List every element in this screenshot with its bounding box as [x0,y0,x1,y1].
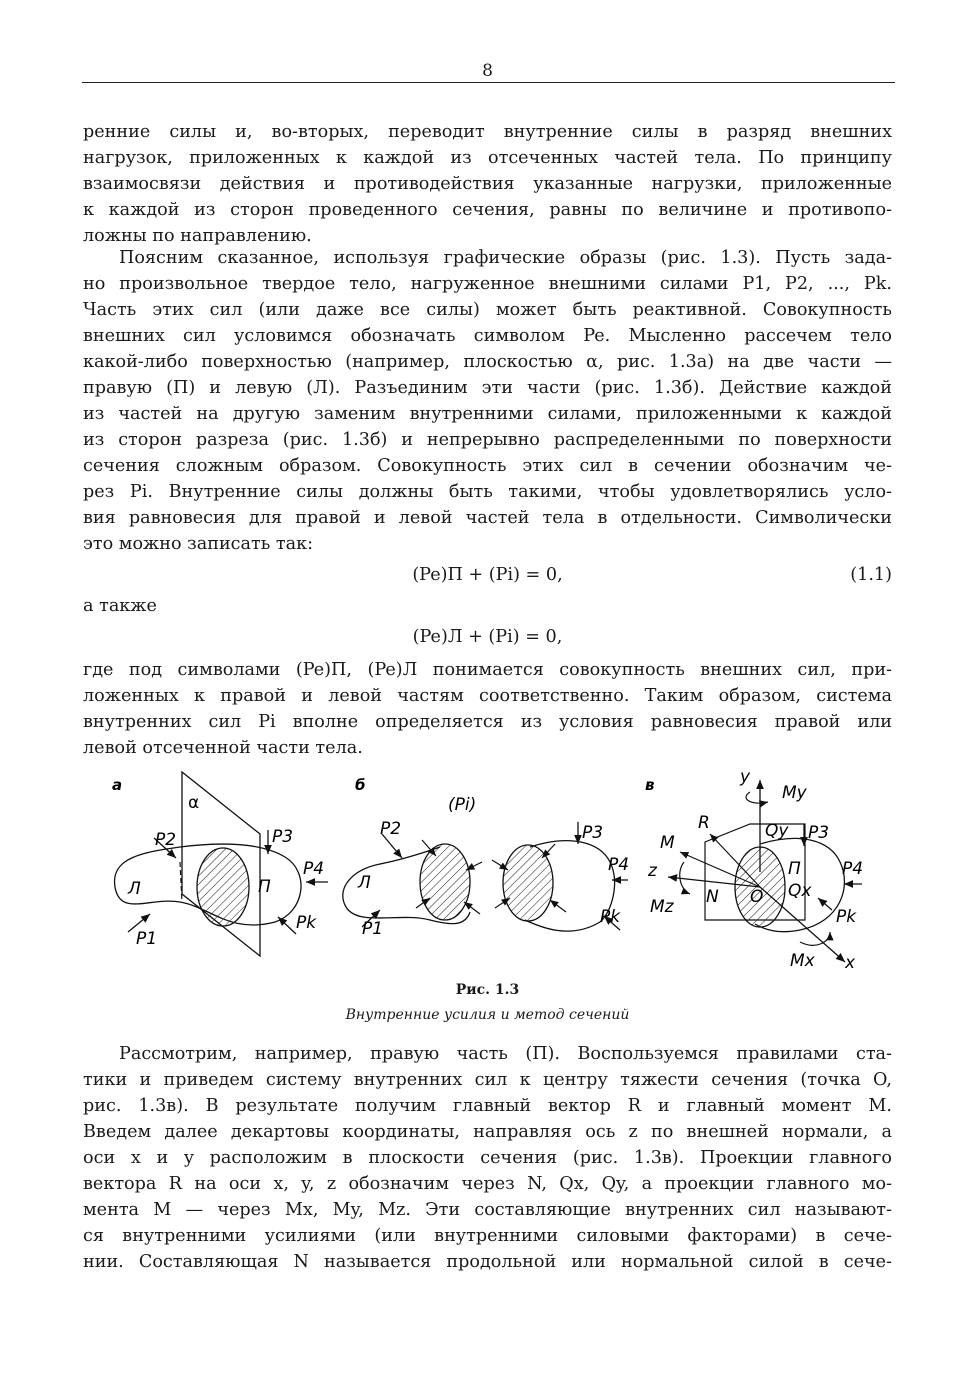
internal-forces-label: (Pi) [448,795,477,815]
panel-b-label: б [355,776,366,794]
figure-title: Рис. 1.3 [455,982,520,998]
also-text-label: а также [83,596,157,616]
force-pk-label-c: Pk [836,907,857,927]
text-line: Введем далее декартовы координаты, направляя ось z по внешней нормали, а [83,1122,892,1142]
section-b-right [503,845,553,921]
text-line: нии. Составляющая N называется продольной или нормальной силой в сече- [83,1252,892,1272]
figure-caption: Внутренние усилия и метод сечений [345,1007,630,1023]
text-line: взаимосвязи действия и противодействия указанные нагрузки, приложенные [83,174,892,194]
text-line: Рассмотрим, например, правую часть (П). Воспользуемся правилами ста- [119,1044,892,1064]
text-line: рез Pi. Внутренние силы должны быть такими, чтобы удовлетворялись усло- [83,482,892,502]
text-line: правую (П) и левую (Л). Разъединим эти части (рис. 1.3б). Действие каждой [83,378,892,398]
text-line: Поясним сказанное, используя графические образы (рис. 1.3). Пусть зада- [119,248,892,268]
page-number: 8 [482,61,493,81]
equation-1-number: (1.1) [850,565,892,585]
text-line: ложны по направлению. [83,226,312,246]
origin-o-label: O [750,887,764,907]
section-b-left [420,844,470,920]
internal-force-arrow [464,902,480,914]
figure-1-3 [100,762,880,982]
text-line: ложенных к правой и левой частям соответственно. Таким образом, система [83,686,892,706]
figure-drawing [100,762,880,982]
text-line: к каждой из сторон проведенного сечения, равны по величине и противопо- [83,200,892,220]
also-text [83,593,892,619]
force-p3-label-b: P3 [582,823,604,843]
moment-mx-arc [800,932,830,945]
equation-1 [83,562,892,588]
panel-c [645,767,863,973]
panel-a-label: а [112,776,123,794]
force-p2-label-b: P2 [380,819,402,839]
vector-r-label: R [698,813,710,833]
force-p4-label-b: P4 [608,855,630,875]
text-line: внешних сил условимся обозначать символом Pe. Мысленно рассечем тело [83,326,892,346]
text-line: какой-либо поверхностью (например, плоскостью α, рис. 1.3а) на две части — [83,352,892,372]
axis-z-label: z [648,861,657,881]
text-line: из частей на другую заменим внутренними силами, приложенными к каждой [83,404,892,424]
force-p1-label-b: P1 [362,919,384,939]
text-line: нагрузок, приложенных к каждой из отсеченных частей тела. По принципу [83,148,892,168]
panel-b [343,776,629,939]
internal-force-arrow [542,844,555,858]
paragraph-3 [83,657,892,761]
force-pk-label-a: Pk [296,913,317,933]
force-p2-label-a: P2 [155,830,177,850]
header-rule [82,82,895,83]
text-line: из сторон разреза (рис. 1.3б) и непрерывно распределенными по поверхности [83,430,892,450]
panel-a [112,772,328,956]
paragraph-4 [83,1041,892,1275]
axis-y-label: y [740,767,751,787]
text-line: сечения сложным образом. Совокупность этих сил в сечении обозначим че- [83,456,892,476]
force-p3-label-c: P3 [808,823,830,843]
equation-1-text: (Pe)П + (Pi) = 0, [412,565,563,585]
text-line: тики и приведем систему внутренних сил к центру тяжести сечения (точка O, [83,1070,892,1090]
text-line: рис. 1.3в). В результате получим главный вектор R и главный момент M. [83,1096,892,1116]
force-n-label: N [706,887,719,907]
text-line: Часть этих сил (или даже все силы) может быть реактивной. Совокупность [83,300,892,320]
moment-mx-label: Mx [790,951,815,971]
text-line: это можно записать так: [83,534,314,554]
force-qy-label: Qy [765,821,789,841]
text-line: левой отсеченной части тела. [83,738,363,758]
moment-my-label: My [782,783,807,803]
force-pk-label-b: Pk [600,907,621,927]
text-line: но произвольное твердое тело, нагруженное внешними силами P1, P2, ..., Pk. [83,274,892,294]
left-part-label-b: Л [358,873,371,893]
force-p3-label-a: P3 [272,827,294,847]
left-part-label-a: Л [128,879,141,899]
internal-force-arrow [550,900,566,912]
text-line: мента M — через Mx, My, Mz. Эти составляющие внутренних сил называют- [83,1200,892,1220]
text-line: внутренних сил Pi вполне определяется из условия равновесия правой или [83,712,892,732]
force-p4-label-a: P4 [303,859,325,879]
right-part-label-c: П [788,859,801,879]
vector-m-label: M [660,833,675,853]
text-line: ренние силы и, во-вторых, переводит внутренние силы в разряд внешних [83,122,892,142]
moment-mz-label: Mz [650,897,674,917]
paragraph-1 [83,119,892,249]
text-line: оси x и y расположим в плоскости сечения (рис. 1.3в). Проекции главного [83,1148,892,1168]
text-line: вия равновесия для правой и левой частей тела в отдельности. Символически [83,508,892,528]
equation-2-text: (Pe)Л + (Pi) = 0, [412,627,563,647]
force-pk-arrow-a [278,917,296,934]
section-a [197,848,249,926]
panel-c-label: в [645,776,655,794]
right-part-label-a: П [258,877,271,897]
force-pk-arrow-c [818,898,832,910]
alpha-label: α [188,793,200,813]
force-p1-label-a: P1 [136,929,158,949]
text-line: где под символами (Pe)П, (Pe)Л понимается совокупность внешних сил, при- [83,660,892,680]
force-qx-label: Qx [788,881,812,901]
moment-my-arc [746,792,768,803]
axis-x-label: x [845,953,856,973]
paragraph-2 [83,245,892,557]
equation-2 [83,624,892,650]
force-p4-label-c: P4 [842,859,864,879]
text-line: ся внутренними усилиями (или внутренними силовыми факторами) в сече- [83,1226,892,1246]
text-line: вектора R на оси x, y, z обозначим через N, Qx, Qy, а проекции главного мо- [83,1174,892,1194]
